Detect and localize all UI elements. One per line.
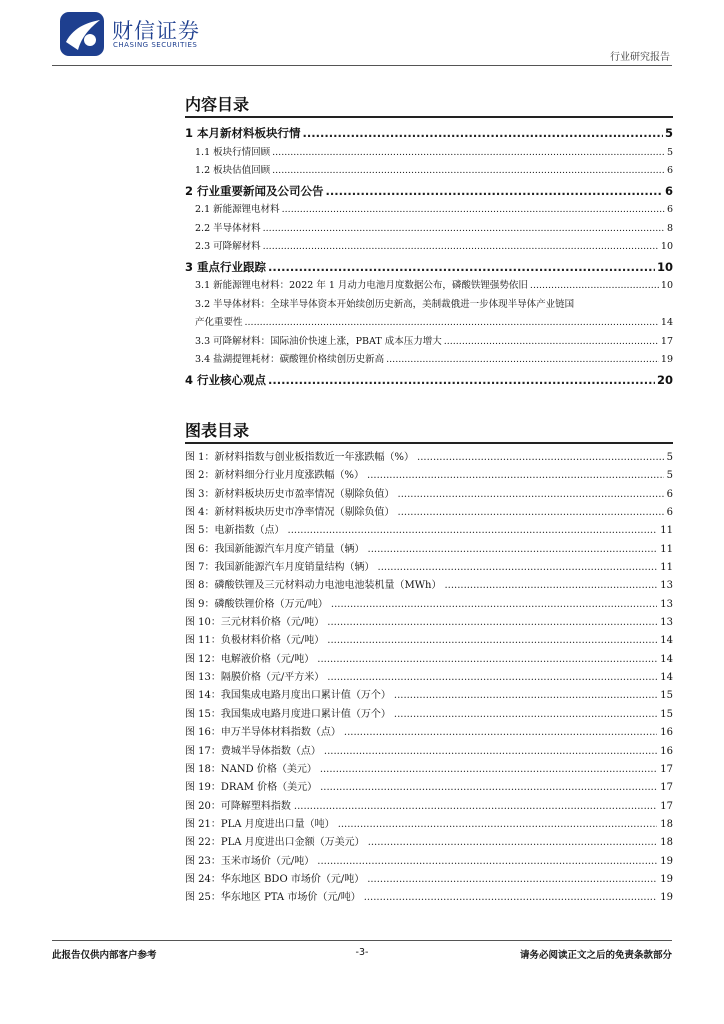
- toc-entry-page: 14: [660, 317, 673, 328]
- figure-entry[interactable]: [185, 706, 673, 724]
- toc-entry-page: 6: [666, 204, 673, 215]
- figure-entry-label: 图 17：费城半导体指数（点）: [185, 745, 321, 757]
- figure-entry-page: 11: [660, 543, 673, 555]
- toc-entry-page: 10: [660, 241, 673, 252]
- figure-entry-page: 5: [666, 470, 673, 482]
- toc-entry-page: 20: [656, 372, 673, 387]
- toc-entry-page: 5: [664, 126, 673, 140]
- figure-entry-page: 16: [660, 745, 673, 757]
- figure-entry-label: 图 11：负极材料价格（元/吨）: [185, 635, 325, 647]
- figure-entry-page: 6: [666, 507, 673, 519]
- figure-list: [185, 449, 673, 908]
- figure-entry[interactable]: [185, 853, 673, 871]
- figure-entry-page: 19: [660, 873, 673, 885]
- figure-entry[interactable]: [185, 559, 673, 577]
- figure-entry-label: 图 12：电解液价格（元/吨）: [185, 653, 315, 665]
- figure-entry-page: 18: [660, 818, 673, 830]
- toc-entry-label-cont: 产化重要性: [195, 317, 243, 328]
- figure-entry-page: 13: [660, 598, 673, 610]
- logo-mark-icon: [60, 12, 104, 56]
- toc-entry[interactable]: [185, 257, 673, 278]
- toc-entry-page: 17: [660, 335, 673, 347]
- page-number: -3-: [355, 947, 369, 958]
- toc-entry-label: 2.2 半导体材料: [195, 222, 261, 234]
- figure-entry-page: 17: [660, 800, 673, 812]
- figure-entry[interactable]: [185, 632, 673, 650]
- toc-entry[interactable]: [185, 370, 673, 391]
- toc-entry-page: 5: [666, 146, 673, 158]
- figure-entry[interactable]: [185, 798, 673, 816]
- figure-entry-label: 图 19：DRAM 价格（美元）: [185, 782, 318, 794]
- figure-list-title: 图表目录: [185, 421, 250, 440]
- page-header: [52, 10, 672, 66]
- toc-title-divider: [185, 116, 673, 118]
- figure-entry-page: 5: [666, 452, 673, 463]
- toc-entry[interactable]: [185, 220, 673, 239]
- figure-entry-label: 图 13：隔膜价格（元/平方米）: [185, 672, 325, 684]
- figure-entry[interactable]: [185, 541, 673, 559]
- footer-disclaimer-right: 请务必阅读正文之后的免责条款部分: [519, 950, 672, 961]
- figure-entry-label: 图 10：三元材料价格（元/吨）: [185, 617, 325, 629]
- figure-entry[interactable]: [185, 816, 673, 834]
- figure-entry-label: 图 16：申万半导体材料指数（点）: [185, 727, 341, 739]
- toc-entry-page: 19: [660, 354, 673, 365]
- figure-entry-page: 17: [660, 763, 673, 775]
- toc-entry[interactable]: [185, 277, 673, 296]
- figure-entry-label: 图 15：我国集成电路月度进口累计值（万个）: [185, 708, 391, 720]
- figure-entry-label: 图 5：电新指数（点）: [185, 525, 285, 537]
- footer-disclaimer-left: 此报告仅供内部客户参考: [52, 950, 157, 961]
- toc-entry-label: 3.2 半导体材料：全球半导体资本开始续创历史新高，美制裁俄进一步体现半导体产业链国: [195, 298, 575, 310]
- figure-list-section: [185, 418, 673, 908]
- figure-entry[interactable]: [185, 669, 673, 687]
- figure-entry-label: 图 2：新材料细分行业月度涨跌幅（%）: [185, 470, 365, 482]
- figure-entry-label: 图 22：PLA 月度进出口金额（万美元）: [185, 837, 365, 849]
- toc-entry-label: 1.2 板块估值回顾: [195, 165, 271, 176]
- figure-entry-label: 图 24：华东地区 BDO 市场价（元/吨）: [185, 873, 365, 885]
- toc-entry-label: 2 行业重要新闻及公司公告: [185, 183, 324, 198]
- figure-entry-page: 16: [660, 727, 673, 739]
- toc-entry[interactable]: [185, 238, 673, 257]
- toc-entry[interactable]: [185, 162, 673, 181]
- figure-entry[interactable]: [185, 522, 673, 540]
- figure-entry-page: 14: [660, 672, 673, 684]
- figure-entry-label: 图 23：玉米市场价（元/吨）: [185, 855, 315, 867]
- toc-entry[interactable]: [185, 296, 673, 315]
- logo-cn-text: 财信证券: [112, 19, 200, 43]
- figure-entry[interactable]: [185, 743, 673, 761]
- header-divider: [52, 65, 672, 66]
- figure-entry-label: 图 14：我国集成电路月度出口累计值（万个）: [185, 690, 391, 702]
- toc-entry-label: 2.1 新能源锂电材料: [195, 204, 280, 215]
- toc-list: [185, 123, 673, 390]
- figure-entry[interactable]: [185, 577, 673, 595]
- figure-entry-page: 17: [660, 782, 673, 794]
- toc-entry-label: 1.1 板块行情回顾: [195, 146, 271, 158]
- figure-entry-label: 图 1：新材料指数与创业板指数近一年涨跌幅（%）: [185, 452, 415, 463]
- toc-entry-label: 3 重点行业跟踪: [185, 259, 267, 274]
- toc-entry-page: 8: [666, 222, 673, 234]
- figure-entry-label: 图 20：可降解塑料指数: [185, 800, 291, 812]
- figure-entry-label: 图 9：磷酸铁锂价格（万元/吨）: [185, 598, 328, 610]
- toc-entry[interactable]: [185, 144, 673, 163]
- figure-entry-label: 图 21：PLA 月度进出口量（吨）: [185, 818, 335, 830]
- figure-entry[interactable]: [185, 614, 673, 632]
- figure-entry[interactable]: [185, 834, 673, 852]
- toc-entry-page: 6: [664, 183, 673, 198]
- toc-entry-label: 2.3 可降解材料: [195, 241, 261, 252]
- figure-entry[interactable]: [185, 871, 673, 889]
- figure-entry[interactable]: [185, 724, 673, 742]
- figure-list-title-divider: [185, 442, 673, 444]
- figure-entry[interactable]: [185, 761, 673, 779]
- figure-entry[interactable]: [185, 504, 673, 522]
- figure-entry-page: 6: [666, 488, 673, 500]
- figure-entry[interactable]: [185, 889, 673, 907]
- figure-entry[interactable]: [185, 779, 673, 797]
- figure-entry-page: 11: [660, 525, 673, 537]
- figure-entry-label: 图 18：NAND 价格（美元）: [185, 763, 317, 775]
- figure-entry-page: 15: [660, 708, 673, 720]
- figure-entry-page: 11: [660, 562, 673, 574]
- toc-entry[interactable]: [185, 351, 673, 370]
- toc-entry[interactable]: [185, 181, 673, 202]
- figure-entry-label: 图 7：我国新能源汽车月度销量结构（辆）: [185, 562, 375, 574]
- figure-entry-label: 图 4：新材料板块历史市净率情况（剔除负值）: [185, 507, 395, 519]
- toc-entry-continuation[interactable]: [185, 314, 673, 333]
- figure-entry[interactable]: [185, 486, 673, 504]
- figure-entry[interactable]: [185, 596, 673, 614]
- toc-entry-page: 10: [656, 259, 673, 274]
- report-type: 行业研究报告: [610, 52, 670, 63]
- toc-entry-page: 10: [660, 280, 673, 291]
- toc-entry-label: 3.3 可降解材料：国际油价快速上涨，PBAT 成本压力增大: [195, 335, 442, 347]
- figure-entry[interactable]: [185, 449, 673, 467]
- figure-entry-page: 19: [660, 855, 673, 867]
- figure-entry-page: 15: [660, 690, 673, 702]
- figure-entry-page: 18: [660, 837, 673, 849]
- figure-entry[interactable]: [185, 651, 673, 669]
- figure-entry-label: 图 3：新材料板块历史市盈率情况（剔除负值）: [185, 488, 395, 500]
- figure-entry-page: 13: [660, 617, 673, 629]
- company-logo: [60, 12, 230, 56]
- figure-entry-page: 14: [660, 653, 673, 665]
- toc-entry[interactable]: [185, 123, 673, 144]
- toc-entry[interactable]: [185, 201, 673, 220]
- figure-entry-page: 19: [660, 892, 673, 904]
- toc-title: 内容目录: [185, 95, 250, 114]
- footer-divider: [52, 940, 672, 941]
- figure-entry[interactable]: [185, 687, 673, 705]
- toc-entry[interactable]: [185, 333, 673, 352]
- toc-entry-label: 3.1 新能源锂电材料：2022 年 1 月动力电池月度数据公布，磷酸铁锂强势依旧: [195, 280, 528, 291]
- toc-entry-label: 4 行业核心观点: [185, 372, 267, 387]
- figure-entry-page: 14: [660, 635, 673, 647]
- toc-entry-page: 6: [666, 165, 673, 176]
- figure-entry-label: 图 6：我国新能源汽车月度产销量（辆）: [185, 543, 365, 555]
- table-of-contents: [185, 92, 673, 390]
- toc-entry-label: 1 本月新材料板块行情: [185, 126, 301, 140]
- logo-en-text: CHASING SECURITIES: [113, 41, 198, 49]
- figure-entry[interactable]: [185, 467, 673, 485]
- figure-entry-label: 图 25：华东地区 PTA 市场价（元/吨）: [185, 892, 361, 904]
- figure-entry-page: 13: [660, 580, 673, 592]
- figure-entry-label: 图 8：磷酸铁锂及三元材料动力电池电池装机量（MWh）: [185, 580, 442, 592]
- toc-entry-label: 3.4 盐湖提锂耗材：碳酸锂价格续创历史新高: [195, 354, 385, 365]
- page-footer: [52, 947, 672, 963]
